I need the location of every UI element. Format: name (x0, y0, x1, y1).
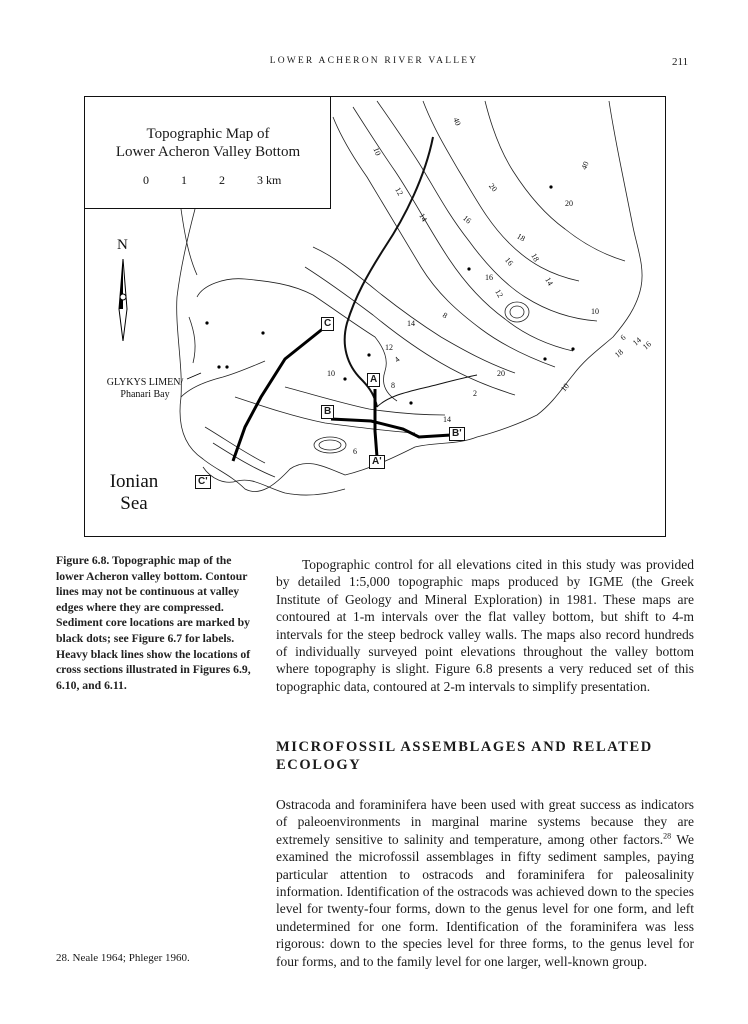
contour-label: 6 (618, 332, 628, 343)
core-dot (217, 365, 220, 368)
lagoon (505, 302, 529, 322)
running-title: LOWER ACHERON RIVER VALLEY (269, 56, 479, 66)
contour-label: 16 (461, 213, 473, 226)
contour-label: 16 (641, 339, 653, 352)
core-dot (261, 331, 264, 334)
section-label-a-prime: A' (369, 455, 385, 469)
contour-label: 14 (443, 415, 451, 424)
running-head (0, 56, 748, 70)
contour-label: 16 (502, 255, 516, 268)
core-dot (205, 321, 208, 324)
footnote: 28. Neale 1964; Phleger 1960. (56, 952, 190, 964)
section-heading: MICROFOSSIL ASSEMBLAGES AND RELATED ECOLOGY (276, 739, 653, 773)
contour-label: 20 (497, 369, 505, 378)
section-label-c-prime: C' (195, 475, 211, 489)
map-title-box (85, 97, 331, 209)
section-label-b: B (321, 405, 334, 419)
scale-label-1: 1 (181, 173, 187, 187)
paragraph-2-text: Ostracoda and foraminifera have been used with great success as indicators of paleoenvironments in marginal marine systems because they are extremely sensitive to salinity and temperature, among other factors. (276, 797, 694, 847)
coast-bay (189, 317, 195, 363)
core-dot (467, 267, 470, 270)
contour-label: 10 (558, 381, 572, 394)
lagoon (510, 306, 524, 318)
contour-label: 10 (371, 146, 383, 157)
north-arrow (119, 259, 127, 341)
sea-label-line1: Ionian (109, 471, 159, 492)
scale-label-3: 3 km (257, 173, 282, 187)
contour-label: 4 (392, 354, 402, 365)
map-title-line2: Lower Acheron Valley Bottom (115, 144, 301, 160)
section-label-a: A (367, 373, 380, 387)
contour-label: 12 (393, 185, 405, 198)
contour-label: 8 (391, 381, 395, 390)
coast-far-left (181, 209, 197, 275)
core-dot (343, 377, 346, 380)
core-dot (409, 401, 412, 404)
footnote-ref[interactable]: 28 (663, 831, 672, 841)
section-label-c: C (321, 317, 334, 331)
contour-label: 12 (493, 287, 505, 300)
contour-label: 10 (591, 307, 599, 316)
page-number: 211 (672, 56, 689, 68)
contour-line (285, 387, 445, 415)
contour-label: 10 (327, 369, 335, 378)
core-dot (367, 353, 370, 356)
body-paragraph-2 (276, 796, 694, 970)
cross-section-b (331, 419, 451, 437)
north-label: N (117, 237, 128, 253)
contour-line (313, 247, 515, 373)
map-title (85, 125, 331, 161)
contour-label: 40 (579, 160, 591, 171)
scale-label-0: 0 (143, 173, 149, 187)
river-main (345, 137, 433, 407)
sea-label-line2: Sea (120, 493, 148, 514)
core-dot (571, 347, 574, 350)
contour-line (377, 101, 597, 321)
scale-label-2: 2 (219, 173, 225, 187)
core-dot (225, 365, 228, 368)
body-paragraph-1: Topographic control for all elevations cited in this study was provided by detailed 1:5,000 topographic maps produced by IGME (the Greek Institute of Geology and Mineral Exploration) in 1981. These maps are contoured at 1-m intervals over the flat valley bottom, but shift to 4-m intervals for the steep bedrock valley walls. The maps also record hundreds of individually surveyed point elevations throughout the valley bottom where topography is slight. Figure 6.8 presents a very reduced set of this topographic data, contoured at 2-m intervals to simplify presentation. (276, 557, 694, 694)
contour-label: 14 (543, 275, 555, 288)
contour-label: 18 (613, 347, 625, 360)
contour-label: 8 (441, 310, 449, 321)
contour-label: 6 (353, 447, 357, 456)
contour-label: 14 (631, 335, 643, 348)
contour-label: 16 (485, 273, 493, 282)
contour-line (423, 101, 579, 281)
coast-lower (203, 467, 345, 495)
place-label-line1: GLYKYS LIMEN/ (106, 377, 184, 388)
contour-label: 20 (565, 199, 573, 208)
contour-label: 2 (473, 389, 477, 398)
place-label-line2: Phanari Bay (120, 389, 170, 400)
contour-label: 12 (385, 343, 393, 352)
section-label-b-prime: B' (449, 427, 465, 441)
core-dot (549, 185, 552, 188)
contour-label: 18 (529, 251, 541, 264)
contour-label: 14 (407, 319, 415, 328)
lagoon (319, 440, 341, 450)
map-title-line1: Topographic Map of (146, 126, 270, 142)
paragraph-2-continued: We examined the microfossil assemblages in fifty sediment samples, paying particular attention to ostracods and foraminifera for paleosalinity information. Identification of the ostracods was achieved down to the species level for twenty-four forms, down to the genus level for one form, and left undetermined for one form. Identification of the foraminifera was less rigorous: down to the species level for three forms, to the genus level for four forms, and to the family level for one larger, well-known group. (276, 831, 694, 969)
topographic-map-figure (84, 96, 666, 537)
contour-label: 18 (515, 231, 527, 244)
river-branch (377, 375, 477, 407)
contour-label: 40 (451, 116, 463, 127)
contour-label: 20 (486, 181, 500, 194)
figure-caption: Figure 6.8. Topographic map of the lower Acheron valley bottom. Contour lines may not be continuous at valley edges where they are compressed. Sediment core locations are marked by black dots; see Figure 6.7 for labels. Heavy black lines show the locations of cross sections illustrated in Figures 6.9, 6.10, and 6.11. (56, 554, 251, 692)
contour-label: 14 (417, 211, 429, 224)
core-dot (543, 357, 546, 360)
